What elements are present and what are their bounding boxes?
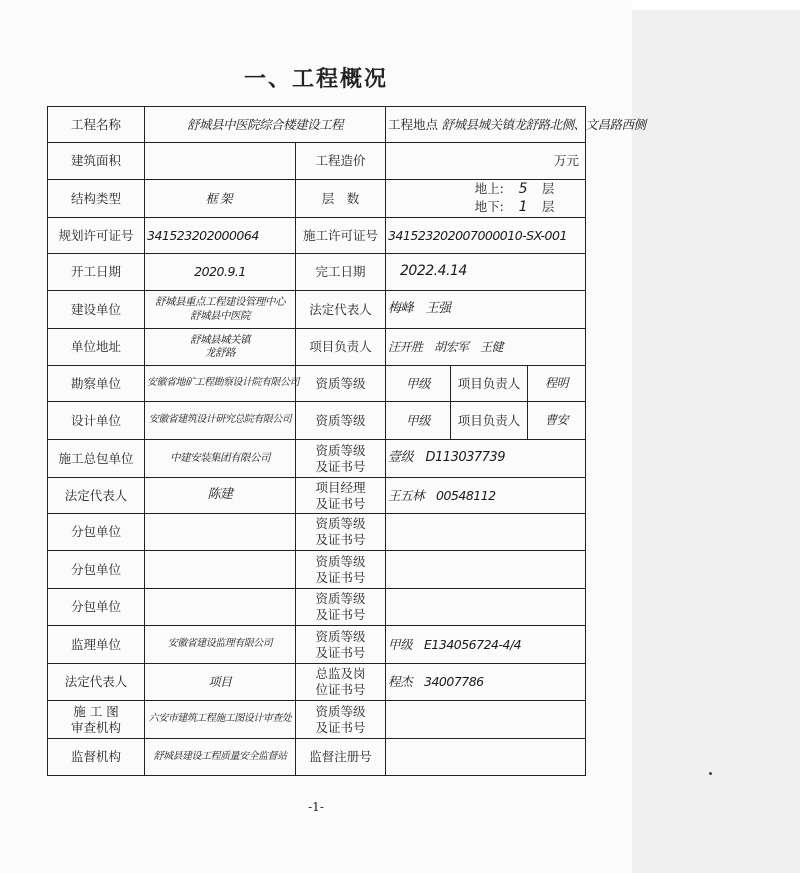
- label-pm-cert: 项目经理 及证书号: [296, 478, 386, 514]
- label-oversight-reg: 监督注册号: [296, 739, 386, 776]
- project-overview-table: [47, 106, 646, 776]
- label-construction-permit: 施工许可证号: [296, 218, 386, 254]
- label-structure-type: 结构类型: [48, 180, 145, 218]
- table-row: [48, 739, 586, 776]
- table-row: [48, 143, 586, 180]
- cost-unit: 万元: [554, 153, 580, 169]
- value-contractor-cert: 壹级 D113037739: [386, 440, 586, 478]
- floor-unit-label: 层: [541, 181, 555, 196]
- label-subcontractor-3: 分包单位: [48, 589, 145, 626]
- value-start-date: 2020.9.1: [145, 254, 296, 291]
- label-contractor-legal-rep: 法定代表人: [48, 478, 145, 514]
- label-building-area: 建筑面积: [48, 143, 145, 180]
- table-row: [48, 107, 586, 143]
- value-supervision-legal-rep: 项目: [145, 664, 296, 701]
- value-drawing-review: 六安市建筑工程施工图设计审查处: [145, 701, 296, 739]
- label-supervision-legal-rep: 法定代表人: [48, 664, 145, 701]
- table-row: [48, 701, 586, 739]
- value-planning-permit: 341523202000064: [145, 218, 296, 254]
- value-subcontractor-2: [145, 551, 296, 589]
- value-project-location: [386, 107, 646, 143]
- table-row: [48, 440, 586, 478]
- label-subcontractor-3-cert: 资质等级 及证书号: [296, 589, 386, 626]
- table-row: [48, 329, 586, 366]
- table-row: [48, 291, 586, 329]
- label-design-grade: 资质等级: [296, 402, 386, 440]
- value-developer-legal-rep: 梅峰 王强: [386, 291, 586, 329]
- value-design-unit: 安徽省建筑设计研究总院有限公司: [145, 402, 296, 440]
- label-project-cost: 工程造价: [296, 143, 386, 180]
- label-developer: 建设单位: [48, 291, 145, 329]
- value-design-grade: 甲级: [386, 402, 451, 440]
- value-structure-type: 框架: [145, 180, 296, 218]
- below-ground-value: 1: [518, 198, 528, 215]
- value-floors: [386, 180, 586, 218]
- value-completion-date: 2022.4.14: [386, 254, 586, 291]
- label-drawing-review: 施 工 图 审查机构: [48, 701, 145, 739]
- table-row: [48, 551, 586, 589]
- table-row: [48, 478, 586, 514]
- table-row: [48, 254, 586, 291]
- label-design-unit: 设计单位: [48, 402, 145, 440]
- label-survey-unit: 勘察单位: [48, 366, 145, 402]
- label-subcontractor-2-cert: 资质等级 及证书号: [296, 551, 386, 589]
- label-project-location: 工程地点: [388, 116, 439, 132]
- value-drawing-review-cert: [386, 701, 586, 739]
- floor-unit-label: 层: [541, 198, 555, 214]
- label-project-leader: 项目负责人: [296, 329, 386, 366]
- table-row: [48, 218, 586, 254]
- label-planning-permit: 规划许可证号: [48, 218, 145, 254]
- label-completion-date: 完工日期: [296, 254, 386, 291]
- value-unit-address: 舒城县城关镇 龙舒路: [145, 329, 296, 366]
- page-title: 一、工程概况: [243, 66, 388, 92]
- below-ground-label: 地下:: [474, 198, 504, 214]
- label-supervision-cert: 资质等级 及证书号: [296, 626, 386, 664]
- value-supervision-cert: 甲级 E134056724-4/4: [386, 626, 586, 664]
- table-row: [48, 626, 586, 664]
- label-oversight-agency: 监督机构: [48, 739, 145, 776]
- project-location-text: 舒城县城关镇龙舒路北侧、文昌路西侧: [441, 116, 646, 132]
- table-row: [48, 664, 586, 701]
- value-subcontractor-3-cert: [386, 589, 586, 626]
- value-subcontractor-1-cert: [386, 514, 586, 551]
- table-row: [48, 402, 586, 440]
- table-row: [48, 180, 586, 218]
- scan-speck: [709, 772, 712, 775]
- value-building-area: [145, 143, 296, 180]
- table-row: [48, 514, 586, 551]
- above-ground-value: 5: [518, 181, 528, 197]
- label-subcontractor-1: 分包单位: [48, 514, 145, 551]
- label-chief-supervisor-cert: 总监及岗 位证书号: [296, 664, 386, 701]
- value-contractor-legal-rep: 陈建: [145, 478, 296, 514]
- value-oversight-reg: [386, 739, 586, 776]
- label-start-date: 开工日期: [48, 254, 145, 291]
- value-project-leader: 汪开胜 胡宏军 王健: [386, 329, 586, 366]
- label-design-leader: 项目负责人: [451, 402, 528, 440]
- value-project-cost: [386, 143, 586, 180]
- label-drawing-review-cert: 资质等级 及证书号: [296, 701, 386, 739]
- page-number: -1-: [308, 800, 324, 814]
- value-general-contractor: 中建安装集团有限公司: [145, 440, 296, 478]
- value-survey-unit: 安徽省地矿工程勘察设计院有限公司: [145, 366, 296, 402]
- label-subcontractor-1-cert: 资质等级 及证书号: [296, 514, 386, 551]
- label-project-name: 工程名称: [48, 107, 145, 143]
- label-contractor-cert: 资质等级 及证书号: [296, 440, 386, 478]
- value-subcontractor-1: [145, 514, 296, 551]
- value-pm-cert: 王五林 00548112: [386, 478, 586, 514]
- table-row: [48, 589, 586, 626]
- label-floors: 层 数: [296, 180, 386, 218]
- above-ground-label: 地上:: [474, 181, 504, 196]
- label-supervision-unit: 监理单位: [48, 626, 145, 664]
- value-subcontractor-2-cert: [386, 551, 586, 589]
- value-survey-leader: 程明: [528, 366, 586, 402]
- value-supervision-unit: 安徽省建设监理有限公司: [145, 626, 296, 664]
- label-general-contractor: 施工总包单位: [48, 440, 145, 478]
- label-subcontractor-2: 分包单位: [48, 551, 145, 589]
- table-row: [48, 366, 586, 402]
- above-ground-row: [446, 181, 583, 199]
- label-survey-grade: 资质等级: [296, 366, 386, 402]
- value-project-name: 舒城县中医院综合楼建设工程: [145, 107, 386, 143]
- value-oversight-agency: 舒城县建设工程质量安全监督站: [145, 739, 296, 776]
- label-unit-address: 单位地址: [48, 329, 145, 366]
- below-ground-row: [446, 199, 583, 217]
- scan-margin: [632, 10, 800, 873]
- value-survey-grade: 甲级: [386, 366, 451, 402]
- label-survey-leader: 项目负责人: [451, 366, 528, 402]
- label-legal-rep: 法定代表人: [296, 291, 386, 329]
- value-design-leader: 曹安: [528, 402, 586, 440]
- value-chief-supervisor-cert: 程杰 34007786: [386, 664, 586, 701]
- value-developer: 舒城县重点工程建设管理中心 舒城县中医院: [145, 291, 296, 329]
- value-construction-permit: 341523202007000010-SX-001: [386, 218, 586, 254]
- value-subcontractor-3: [145, 589, 296, 626]
